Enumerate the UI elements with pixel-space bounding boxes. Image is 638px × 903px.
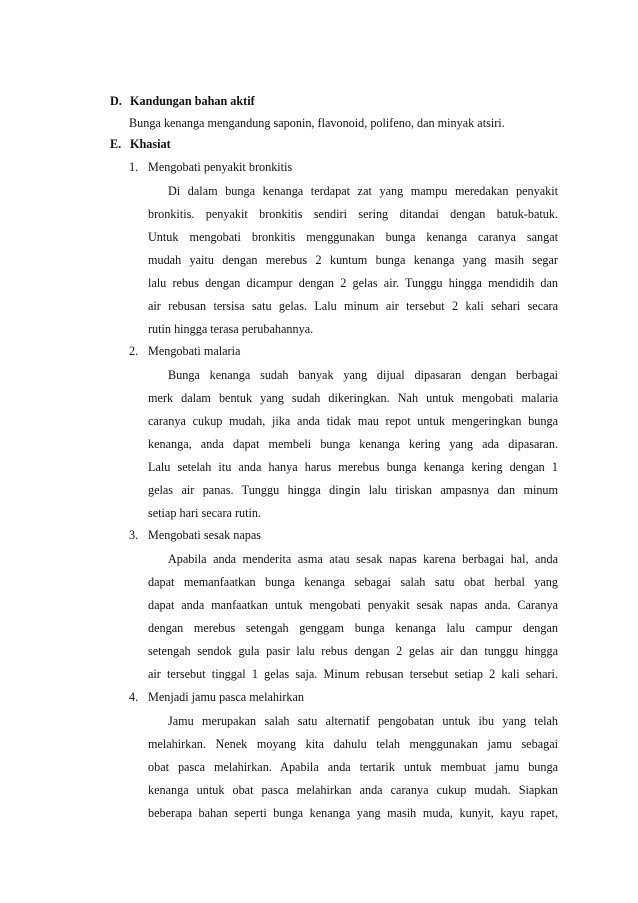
paragraph-line: Lalu setelah itu anda hanya harus merebus bunga kenanga kering dengan 1 [148,460,558,474]
list-item-number: 4. [129,690,139,704]
paragraph-line: lalu rebus dengan dicampur dengan 2 gelas air. Tunggu hingga mendidih dan [148,276,558,290]
list-item-heading [129,527,429,543]
paragraph-line: beberapa bahan seperti bunga kenanga yang masih muda, kunyit, kayu rapet, [148,806,558,820]
list-item-title: Mengobati sesak napas [148,528,262,542]
list-item-heading [129,159,429,175]
list-item-number: 1. [129,160,139,174]
paragraph-line: kenanga untuk obat pasca melahirkan anda caranya cukup mudah. Siapkan [148,783,558,797]
section-heading-e [110,136,410,152]
paragraph-line: setiap hari secara rutin. [148,506,262,520]
paragraph-line: Untuk mengobati bronkitis menggunakan bunga kenanga caranya sangat [148,230,558,244]
paragraph-line: kenanga, anda dapat membeli bunga kenanga kering yang ada dipasaran. [148,437,558,451]
paragraph-line: mudah yaitu dengan merebus 2 kuntum bunga kenanga yang masih segar [148,253,558,267]
paragraph-line: caranya cukup mudah, jika anda tidak mau repot untuk mengeringkan bunga [148,414,558,428]
paragraph-line: air tersebut tinggal 1 gelas saja. Minum rebusan tersebut setiap 2 kali sehari. [148,667,558,681]
list-item-title: Mengobati penyakit bronkitis [148,160,293,174]
paragraph-line: air rebusan tersisa satu gelas. Lalu minum air tersebut 2 kali sehari secara [148,299,558,313]
section-letter: E. [110,137,122,151]
section-letter: D. [110,94,122,108]
paragraph-line: dapat anda manfaatkan untuk mengobati penyakit sesak napas anda. Caranya [148,598,558,612]
paragraph-line: obat pasca melahirkan. Apabila anda tertarik untuk membuat jamu bunga [148,760,558,774]
paragraph-line: Apabila anda menderita asma atau sesak napas karena berbagai hal, anda [168,552,558,566]
list-item-heading [129,689,429,705]
paragraph-line: gelas air panas. Tunggu hingga dingin lalu tiriskan ampasnya dan minum [148,483,558,497]
section-title: Kandungan bahan aktif [130,94,255,108]
paragraph-line: merk dalam bentuk yang sudah dikeringkan. Nah untuk mengobati malaria [148,391,558,405]
paragraph-line: melahirkan. Nenek moyang kita dahulu telah menggunakan jamu sebagai [148,737,558,751]
paragraph-line: dapat memanfaatkan bunga kenanga sebagai salah satu obat herbal yang [148,575,558,589]
paragraph-line: dengan merebus setengah genggam bunga kenanga lalu campur dengan [148,621,558,635]
paragraph-line: setengah sendok gula pasir lalu rebus dengan 2 gelas air dan tunggu hingga [148,644,558,658]
paragraph-line: rutin hingga terasa perubahannya. [148,322,314,336]
paragraph-line: Di dalam bunga kenanga terdapat zat yang mampu meredakan penyakit [168,184,558,198]
section-title: Khasiat [130,137,171,151]
list-item-heading [129,343,429,359]
list-item-title: Mengobati malaria [148,344,241,358]
section-heading-d [110,93,410,109]
list-item-number: 3. [129,528,139,542]
list-item-number: 2. [129,344,139,358]
section-d-body: Bunga kenanga mengandung saponin, flavonoid, polifeno, dan minyak atsiri. [129,116,505,130]
list-item-title: Menjadi jamu pasca melahirkan [148,690,305,704]
paragraph-line: Jamu merupakan salah satu alternatif pengobatan untuk ibu yang telah [168,714,558,728]
paragraph-line: bronkitis. penyakit bronkitis sendiri sering ditandai dengan batuk-batuk. [148,207,558,221]
paragraph-line: Bunga kenanga sudah banyak yang dijual dipasaran dengan berbagai [168,368,558,382]
